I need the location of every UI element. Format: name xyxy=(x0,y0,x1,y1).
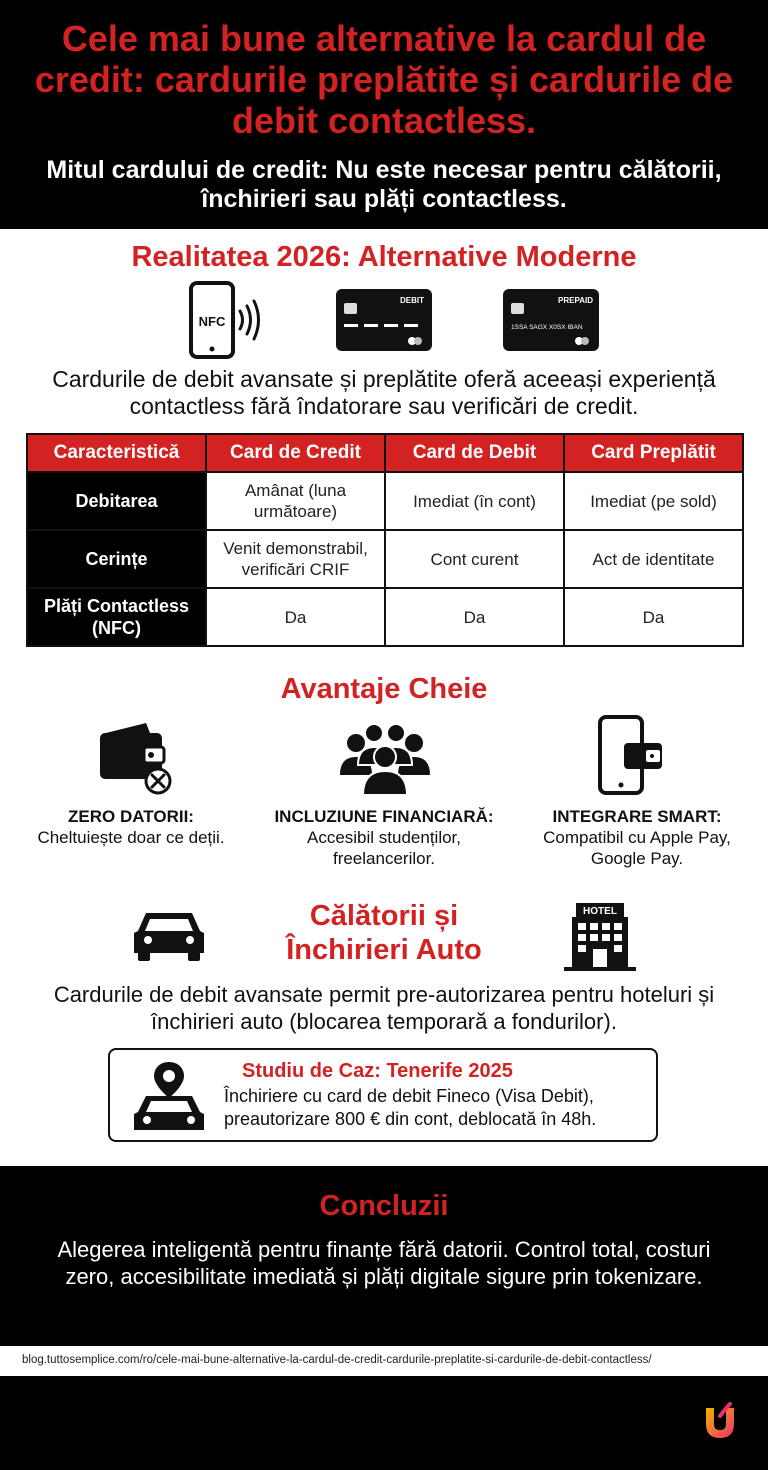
advantage-text: Accesibil studenților, freelancerilor. xyxy=(306,828,462,868)
travel-title: Călătorii și Închirieri Auto xyxy=(286,900,482,966)
reality-title: Realitatea 2026: Alternative Moderne xyxy=(131,241,637,273)
advantage-text: Compatibil cu Apple Pay, Google Pay. xyxy=(543,828,731,868)
advantages-title: Avantaje Cheie xyxy=(280,673,488,705)
conclusion-text: Alegerea inteligentă pentru finanțe fără datorii. Control total, costuri zero, accesibilitate imediată și plăți digitale sigure prin tokenizare. xyxy=(57,1237,711,1289)
table-cell: Da xyxy=(564,588,743,646)
advantage-text: Cheltuiește doar ce deții. xyxy=(37,828,225,847)
table-row xyxy=(27,588,743,646)
table-row-label: Debitarea xyxy=(27,472,206,530)
case-study-text: Închiriere cu card de debit Fineco (Visa Debit), preautorizare 800 € din cont, deblocată în 48h. xyxy=(224,1086,597,1129)
prepaid-card-label: PREPAID xyxy=(558,296,593,305)
nfc-label: NFC xyxy=(198,314,226,329)
hotel-icon xyxy=(564,901,636,971)
table-header-row xyxy=(27,434,743,472)
table-cell: Venit demonstrabil, verificări CRIF xyxy=(206,530,385,588)
conclusion-section xyxy=(0,1166,768,1346)
page-title: Cele mai bune alternative la cardul de credit: cardurile preplătite și cardurile de debit contactless. xyxy=(34,18,734,141)
debit-card-icon xyxy=(336,289,432,351)
table-header-cell: Card de Debit xyxy=(385,434,564,472)
nfc-phone-icon xyxy=(188,281,266,359)
hero-header xyxy=(0,0,768,229)
table-cell: Imediat (în cont) xyxy=(385,472,564,530)
reality-description: Cardurile de debit avansate și preplătite oferă aceeași experiență contactless fără îndatorare sau verificări de credit. xyxy=(52,366,716,419)
table-cell: Da xyxy=(206,588,385,646)
car-location-icon xyxy=(132,1060,206,1134)
case-study-title: Studiu de Caz: Tenerife 2025 xyxy=(242,1060,513,1082)
advantage-title: INCLUZIUNE FINANCIARĂ: xyxy=(274,807,494,826)
source-url: blog.tuttosemplice.com/ro/cele-mai-bune-alternative-la-cardul-de-credit-cardurile-preplatite-si-cardurile-de-debit-contactless/ xyxy=(22,1354,652,1366)
table-cell: Cont curent xyxy=(385,530,564,588)
car-icon xyxy=(132,907,206,963)
table-row xyxy=(27,472,743,530)
advantage-zero-debt xyxy=(14,806,248,848)
page-subtitle: Mitul cardului de credit: Nu este necesar pentru călătorii, închirieri sau plăți contactless. xyxy=(46,156,722,213)
table-row xyxy=(27,530,743,588)
hotel-label: HOTEL xyxy=(583,906,617,917)
table-row-label: Cerințe xyxy=(27,530,206,588)
table-cell: Da xyxy=(385,588,564,646)
table-header-cell: Card Preplătit xyxy=(564,434,743,472)
prepaid-card-number: 1SSA SAGX X0SX IBAN xyxy=(511,324,583,331)
source-url-bar xyxy=(0,1346,768,1376)
table-header-cell: Caracteristică xyxy=(27,434,206,472)
content-section xyxy=(0,229,768,1166)
advantage-financial-inclusion xyxy=(252,806,516,869)
advantage-title: INTEGRARE SMART: xyxy=(552,807,722,826)
table-header-cell: Card de Credit xyxy=(206,434,385,472)
table-row-label: Plăți Contactless (NFC) xyxy=(27,588,206,646)
table-cell: Act de identitate xyxy=(564,530,743,588)
prepaid-card-icon xyxy=(503,289,599,351)
brand-logo-icon xyxy=(700,1402,740,1442)
wallet-no-debt-icon xyxy=(98,719,176,795)
travel-description: Cardurile de debit avansate permit pre-autorizarea pentru hoteluri și închirieri auto (blocarea temporară a fondurilor). xyxy=(53,982,715,1034)
comparison-table xyxy=(26,433,744,647)
conclusion-title: Concluzii xyxy=(319,1190,449,1222)
smartphone-wallet-icon xyxy=(598,715,664,795)
people-group-icon xyxy=(336,717,434,795)
table-cell: Amânat (luna următoare) xyxy=(206,472,385,530)
advantage-smart-integration xyxy=(520,806,754,869)
debit-card-label: DEBIT xyxy=(400,296,424,305)
case-study-box xyxy=(108,1048,658,1142)
table-cell: Imediat (pe sold) xyxy=(564,472,743,530)
advantage-title: ZERO DATORII: xyxy=(68,807,194,826)
